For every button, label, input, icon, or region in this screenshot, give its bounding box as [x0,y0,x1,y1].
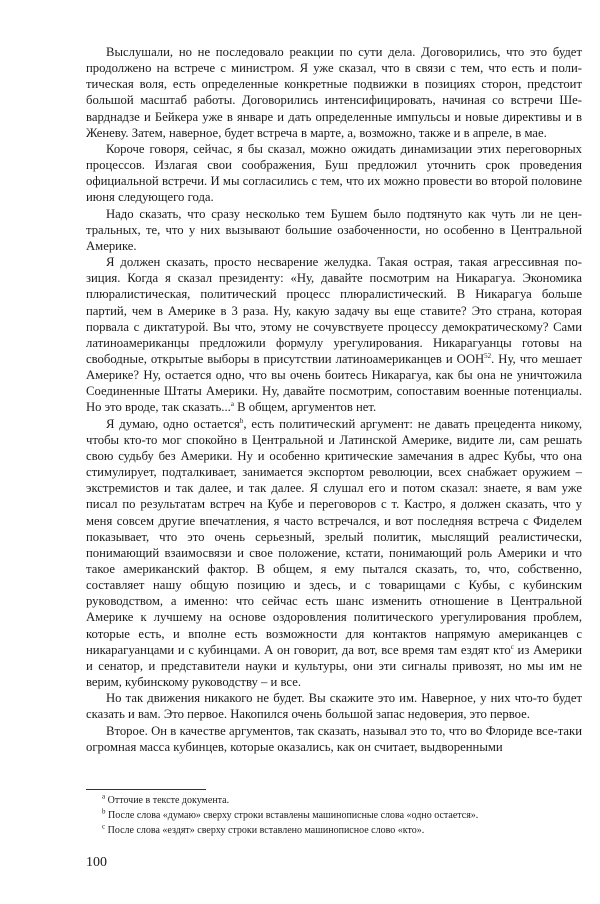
paragraph-3 [86,206,582,254]
page-number: 100 [86,855,107,870]
paragraph-1 [86,44,582,141]
footnote-c-text: После слова «ездят» сверху строки вставлено машинописное слово «кто». [105,825,425,836]
footnote-a [86,793,582,808]
paragraph-1-text: Выслушали, но не последовало реакции по сути дела. Договорились, что это будет продолжено на встрече с министром. Я уже сказал, что в связи с тем, что есть и политическая воля, есть определенные конкретные подвижки в позициях сторон, предстоит большой масштаб работы. Договорились интенсифицировать, начиная со встречи Шеварднадзе и Бейкера уже в январе и дать определенные импульсы и новые директивы и в Женеву. Затем, наверное, будет встреча в марте, а, возможно, также и в апреле, в мае. [86,45,582,140]
paragraph-2 [86,141,582,206]
paragraph-3-text: Надо сказать, что сразу несколько тем Бушем было подтянуто как чуть ли не центральных, те, что у них вызывают большие озабоченности, но особенно в Центральной Америке. [86,206,582,253]
footnote-divider [86,789,206,790]
footnote-marker-b: b [102,807,106,816]
footnote-marker-a: a [102,792,106,801]
paragraph-7-text: Второе. Он в качестве аргументов, так сказать, называл это то, что во Флориде все-таки огромная масса кубинцев, которые оказались, как он считает, выдворенными [86,723,582,754]
paragraph-5-text: Я думаю, одно остается [106,416,240,431]
footnote-b [86,808,582,823]
body-text [86,44,582,755]
paragraph-4-text-end: В общем, аргументов нет. [233,400,377,415]
footnotes [86,793,582,838]
paragraph-5-text-cont: , есть политический аргумент: не давать прецедента никому, чтобы кто-то мог спокойно в Центральной и Латинской Америке, видите ли, сам решать свою судьбу без Америки. Ну и особенно критические замечания в адрес Кубы, что она стимулирует, подталкивает, занимается экспортом революции, всех снабжает оружием – экстремистов и так далее, и так далее. Я слушал его и потом сказал: знаете, я вам уже писал по результатам встреч на Кубе и переговоров с т. Кастро, я должен сказать, что у меня совсем другие впечатления, я часто встречался, и вот последняя встреча с Фиделем показывает, что это очень серьезный, зрелый политик, мыслящий реалистически, понимающий взаимосвязи и свое положение, кстати, понимающий роль Америки и что такое американский фактор. В общем, я ему пытался сказать, то, что, собственно, составляет нашу общую позицию и здесь, и с товарищами с Кубы, с кубинским руководством, а именно: что сейчас есть шанс изменить отношение в Центральной Америке к лучшему на основе оздоровления политического урегулирования проблем, которые есть, и вполне есть возможности для контактов напрямую американцев с никарагуанцами и с кубинцами. А он говорит, да вот, все время там ездят кто [86,416,582,657]
paragraph-5 [86,416,582,691]
footnote-ref-52: 52 [484,351,492,360]
footnote-c [86,823,582,838]
paragraph-5-text-end: из Америки и сенатор, и представители науки и культуры, они эти сигналы привозят, но мы им не верим, кубинскому руководству – и все. [86,642,582,690]
paragraph-6-text: Но так движения никакого не будет. Вы скажите это им. Наверное, у них что-то будет сказать и вам. Это первое. Накопился очень большой запас недоверия, это первое. [86,691,582,722]
footnote-ref-a: a [230,400,234,409]
paragraph-4 [86,254,582,416]
footnote-ref-c: c [510,642,514,651]
footnote-ref-b: b [239,416,244,425]
paragraph-7 [86,723,582,755]
footnote-a-text: Отточие в тексте документа. [105,795,230,806]
paragraph-4-text-cont: . Ну, что мешает Америке? Ну, остается одно, что вы очень боитесь Никарагуа, как бы она не уничтожила Соединенные Штаты Америки. Ну, давайте посмотрим, сопоставим военные потенциалы. Но это вроде, так сказать... [86,351,583,415]
paragraph-2-text: Короче говоря, сейчас, я бы сказал, можно ожидать динамизации этих переговорных процессов. Излагая свои соображения, Буш предложил уточнить срок проведения официальной встречи. И мы согласились с тем, что их можно провести во второй половине июня следующего года. [86,141,582,205]
paragraph-6 [86,690,582,722]
footnote-marker-c: c [102,822,106,831]
footnote-b-text: После слова «думаю» сверху строки вставлены машинописные слова «одно остается». [105,810,479,821]
paragraph-4-text: Я должен сказать, просто несварение желудка. Такая острая, такая агрессивная позиция. Когда я сказал президенту: «Ну, давайте посмотрим на Никарагуа. Экономика плюралистическая, политический процесс плюралистический. В Никарагуа больше партий, чем в Америке в 3 раза. Ну, какую задачу вы еще ставите? Это страна, которая порвала с диктатурой. Вы что, этому не сочувствуете процессу демократическому? Сами латиноамериканцы предложили формулу урегулирования. Никарагуанцы готовы на свободные, открытые выборы в присутствии латиноамериканцев и ООН [86,255,582,366]
